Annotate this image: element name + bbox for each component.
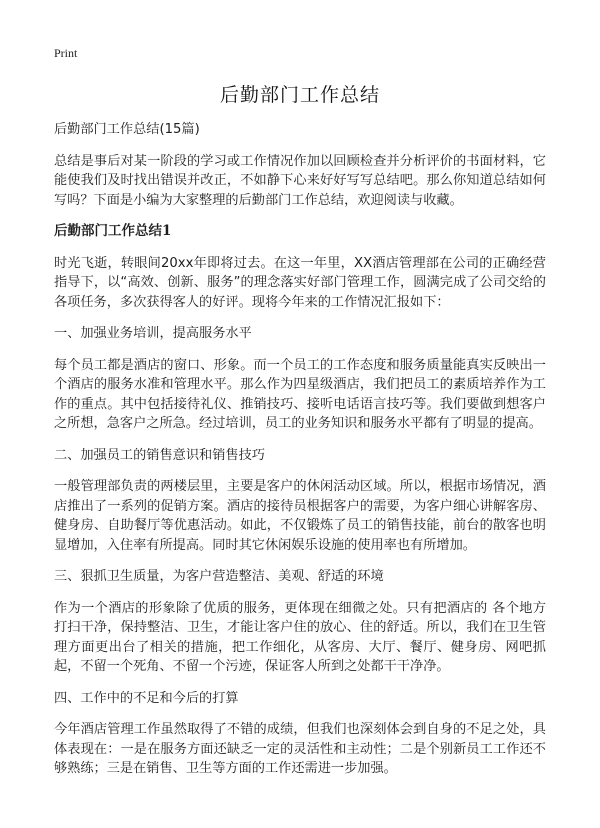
- article-subtitle: 后勤部门工作总结(15篇): [54, 122, 200, 137]
- point-heading: 三、狠抓卫生质量，为客户营造整洁、美观、舒适的环境: [54, 569, 384, 584]
- point-paragraph: 一般管理部负责的两楼层里，主要是客户的休闲活动区域。所以，根据市场情况，酒店推出了一系列的促销方案。酒店的接待员根据客户的需要，为客户细心讲解客房、健身房、自助餐厅等优惠活动。如此，不仅锻炼了员工的销售技能，前台的散客也明显增加，入住率有所提高。同时其它休闲娱乐设施的使用率也有所增加。: [54, 479, 546, 553]
- point-heading: 四、工作中的不足和今后的打算: [54, 690, 239, 706]
- opening-paragraph: 时光飞逝，转眼间20xx年即将过去。在这一年里，XX酒店管理部在公司的正确经营指导下，以“高效、创新、服务”的理念落实好部门管理工作，圆满完成了公司交给的各项任务，多次获得客人的好评。现将今年来的工作情况汇报如下：: [54, 255, 546, 310]
- point-paragraph: 每个员工都是酒店的窗口、形象。而一个员工的工作态度和服务质量能真实反映出一个酒店的服务水准和管理水平。那么作为四星级酒店，我们把员工的素质培养作为工作的重点。其中包括接待礼仪、推销技巧、接听电话语言技巧等。我们要做到想客户之所想，急客户之所急。经过培训，员工的业务知识和服务水平都有了明显的提高。: [54, 357, 546, 431]
- section-heading: 后勤部门工作总结1: [54, 223, 172, 239]
- point-heading: 二、加强员工的销售意识和销售技巧: [54, 447, 265, 463]
- page-title: 后勤部门工作总结: [219, 84, 380, 106]
- article-body: [54, 120, 546, 791]
- point-heading: 一、加强业务培训，提高服务水平: [54, 326, 252, 341]
- point-paragraph: 今年酒店管理工作虽然取得了不错的成绩，但我们也深刻体会到自身的不足之处，具体表现在：一是在服务方面还缺乏一定的灵活性和主动性；二是个别新员工工作还不够熟练；三是在销售、卫生等方面的工作还需进一步加强。: [54, 722, 546, 776]
- intro-paragraph: 总结是事后对某一阶段的学习或工作情况作加以回顾检查并分析评价的书面材料，它能使我们及时找出错误并改正，不如静下心来好好写写总结吧。那么你知道总结如何写吗？下面是小编为大家整理的后勤部门工作总结，欢迎阅读与收藏。: [54, 153, 546, 208]
- point-paragraph: 作为一个酒店的形象除了优质的服务，更体现在细微之处。只有把酒店的 各个地方打扫干净，保持整洁、卫生，才能让客户住的放心、住的舒适。所以，我们在卫生管理方面更出台了相关的措施，把工作细化，从客房、大厅、餐厅、健身房、网吧抓起，不留一个死角、不留一个污迹，保证客人所到之处都干干净净。: [54, 600, 546, 674]
- print-link[interactable]: Print: [54, 46, 78, 60]
